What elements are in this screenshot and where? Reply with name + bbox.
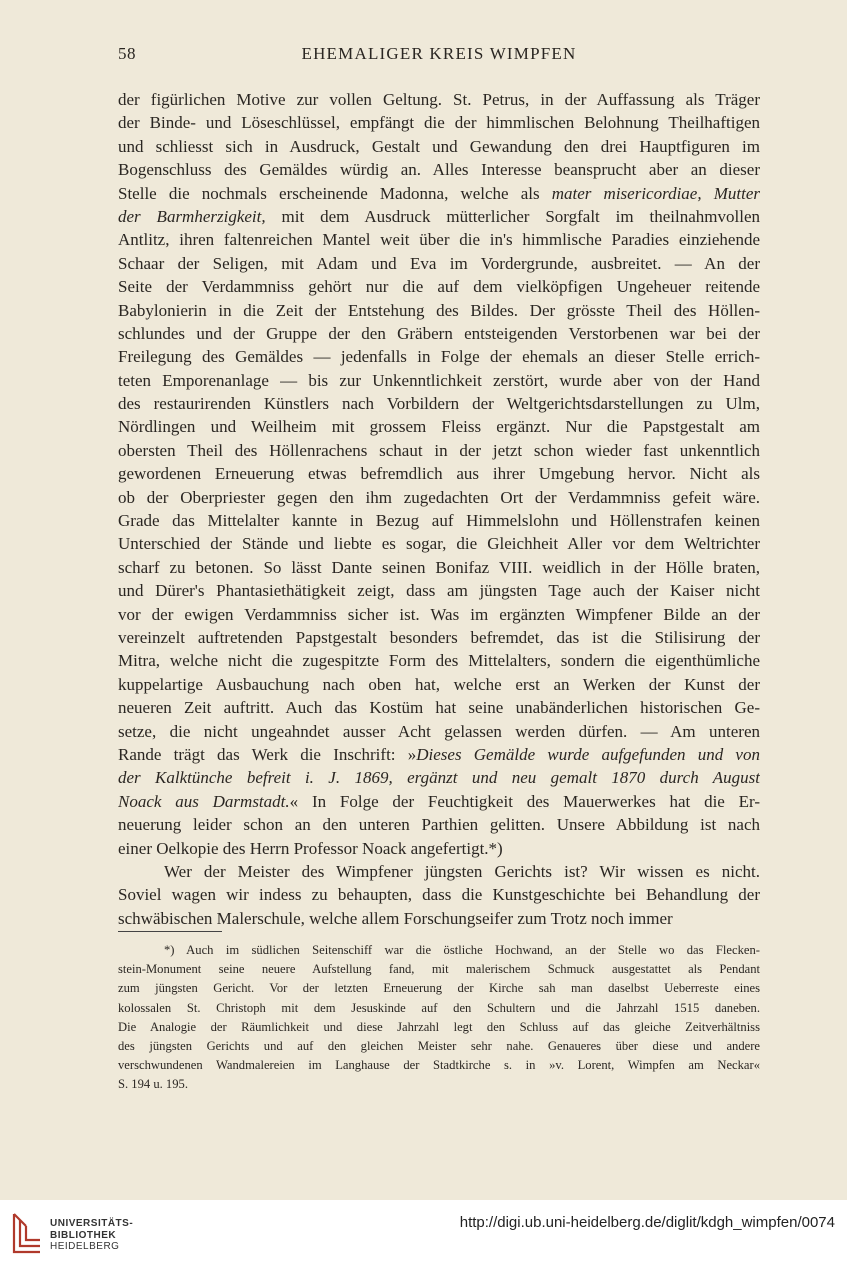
footnote-line: kolossalen St. Christoph mit dem Jesuskinde auf den Schultern und die Jahrzahl 1515 daneben.: [118, 1000, 760, 1015]
text-line: Babylonierin in die Zeit der Entstehung des Bildes. Der grösste Theil des Höllen-: [118, 300, 760, 320]
text-line: Unterschied der Stände und liebte es sogar, die Gleichheit Aller vor dem Weltrichter: [118, 534, 760, 554]
text-segment: mit dem Ausdruck mütterlicher Sorgfalt im theilnahmvollen: [265, 206, 760, 226]
italic-segment: mater misericordiae, Mutter: [551, 183, 760, 203]
text-line: Soviel wagen wir indess zu behaupten, dass die Kunstgeschichte bei Behandlung der: [118, 885, 760, 905]
text-line: [118, 790, 760, 813]
logo-line-3: HEIDELBERG: [50, 1241, 120, 1252]
text-segment: Rande trägt das Werk die Inschrift: »: [118, 744, 417, 764]
text-line: Freilegung des Gemäldes — jedenfalls in Folge der ehemals an dieser Stelle errich-: [118, 347, 760, 367]
text-line: neuerung leider schon an den unteren Parthien gelitten. Unsere Abbildung ist nach: [118, 815, 760, 835]
text-line: Schaar der Seligen, mit Adam und Eva im Vordergrunde, ausbreitet. — An der: [118, 253, 760, 273]
footnote-line: verschwundenen Wandmalereien im Langhause der Stadtkirche s. in »v. Lorent, Wimpfen am Neckar«: [118, 1058, 760, 1073]
text-line: [118, 182, 760, 205]
text-line: Nördlingen und Weilheim mit grossem Fleiss ergänzt. Nur die Papstgestalt am: [118, 417, 760, 437]
text-line: scharf zu betonen. So lässt Dante seinen Bonifaz VIII. weidlich in der Hölle braten,: [118, 557, 760, 577]
text-line: obersten Theil des Höllenrachens schaut in der jetzt schon wieder fast unkenntlich: [118, 440, 760, 460]
source-url-link[interactable]: http://digi.ub.uni-heidelberg.de/diglit/kdgh_wimpfen/0074: [459, 1214, 835, 1231]
text-line: Seite der Verdammniss gehört nur die auf dem vielköpfigen Ungeheuer reitende: [118, 277, 760, 297]
text-line: Wer der Meister des Wimpfener jüngsten Gerichts ist? Wir wissen es nicht.: [164, 861, 760, 881]
page-header: [118, 44, 760, 68]
footnote-line: zum jüngsten Gericht. Vor der letzten Erneuerung der Kirche sah man daselbst Ueberreste eines: [118, 981, 760, 996]
text-line: des restaurirenden Künstlers nach Vorbildern der Weltgerichtsdarstellungen zu Ulm,: [118, 394, 760, 414]
text-line: vereinzelt auftretenden Papstgestalt besonders befremdet, das ist die Stilisirung der: [118, 627, 760, 647]
italic-segment: Dieses Gemälde wurde aufgefunden und von: [416, 744, 760, 764]
text-line: vor der ewigen Verdammniss sicher ist. Was im ergänzten Wimpfener Bilde an der: [118, 604, 760, 624]
running-title: EHEMALIGER KREIS WIMPFEN: [301, 44, 577, 63]
footnote-rule: [118, 931, 222, 932]
text-line: [118, 205, 760, 228]
italic-segment: der Barmherzigkeit,: [118, 206, 266, 226]
italic-segment: der Kalktünche befreit i. J. 1869, ergänzt und neu gemalt 1870 durch August: [118, 768, 760, 788]
text-line: und Dürer's Phantasiethätigkeit zeigt, dass am jüngsten Tage auch der Kaiser nicht: [118, 581, 760, 601]
footnote-line: *) Auch im südlichen Seitenschiff war die östliche Hochwand, an der Stelle wo das Flecken-: [164, 943, 760, 957]
italic-segment: Noack aus Darmstadt.: [118, 791, 290, 811]
text-segment: Stelle die nochmals erscheinende Madonna, welche als: [118, 183, 552, 203]
text-line: Grade das Mittelalter kannte in Bezug auf Himmelslohn und Höllenstrafen keinen: [118, 511, 760, 531]
text-line: Bogenschluss des Gemäldes würdig an. Alles Interesse beansprucht aber an dieser: [118, 160, 760, 180]
footnote-line: stein-Monument seine neuere Aufstellung fand, mit malerischem Schmuck ausgestattet als Pendant: [118, 962, 760, 977]
library-logo-icon[interactable]: [10, 1210, 44, 1256]
text-line: neueren Zeit auftritt. Auch das Kostüm hat seine unabänderlichen historischen Ge-: [118, 698, 760, 718]
text-line: einer Oelkopie des Herrn Professor Noack angefertigt.*): [118, 838, 503, 858]
text-line: und schliesst sich in Ausdruck, Gestalt und Gewandung den drei Hauptfiguren im: [118, 136, 760, 156]
logo-line-1: UNIVERSITÄTS-: [50, 1218, 134, 1229]
library-logo-text[interactable]: [50, 1218, 133, 1253]
text-line: [118, 743, 760, 766]
main-text: [118, 88, 760, 930]
text-line: Antlitz, ihren faltenreichen Mantel weit über die in's himmlische Paradies einziehende: [118, 230, 760, 250]
text-line: schlundes und der Gruppe der den Gräbern entsteigenden Verstorbenen war bei der: [118, 323, 760, 343]
footnote-line: Die Analogie der Räumlichkeit und diese Jahrzahl legt den Schluss auf das gleiche Zeitverhältniss: [118, 1019, 760, 1034]
footnote-line: S. 194 u. 195.: [118, 1077, 188, 1092]
text-line: schwäbischen Malerschule, welche allem Forschungseifer zum Trotz noch immer: [118, 908, 673, 928]
text-segment: « In Folge der Feuchtigkeit des Mauerwerkes hat die Er-: [289, 791, 760, 811]
text-line: der figürlichen Motive zur vollen Geltung. St. Petrus, in der Auffassung als Träger: [118, 90, 760, 109]
page-number: 58: [118, 44, 136, 63]
logo-line-2: BIBLIOTHEK: [50, 1229, 117, 1241]
text-line: der Binde- und Löseschlüssel, empfängt die der himmlischen Belohnung Theilhaftigen: [118, 113, 760, 133]
footnote-line: des jüngsten Gerichts und auf den gleichen Meister sehr nahe. Genaueres über diese und andere: [118, 1038, 760, 1053]
text-line: teten Emporenanlage — bis zur Unkenntlichkeit zerstört, wurde aber von der Hand: [118, 370, 760, 390]
text-line: ob der Oberpriester gegen den ihm zugedachten Ort der Verdammniss gefeit wäre.: [118, 487, 760, 507]
text-line: [118, 766, 760, 789]
text-line: gewordenen Erneuerung etwas befremdlich aus ihrer Umgebung hervor. Nicht als: [118, 464, 760, 484]
text-line: kuppelartige Ausbauchung nach oben hat, welche erst an Werken der Kunst der: [118, 674, 760, 694]
text-line: Mitra, welche nicht die zugespitzte Form des Mittelalters, sondern die eigenthümliche: [118, 651, 760, 671]
footnote: [118, 941, 760, 1095]
text-line: setze, die nicht ungeahndet ausser Acht gelassen werden dürfen. — Am unteren: [118, 721, 760, 741]
